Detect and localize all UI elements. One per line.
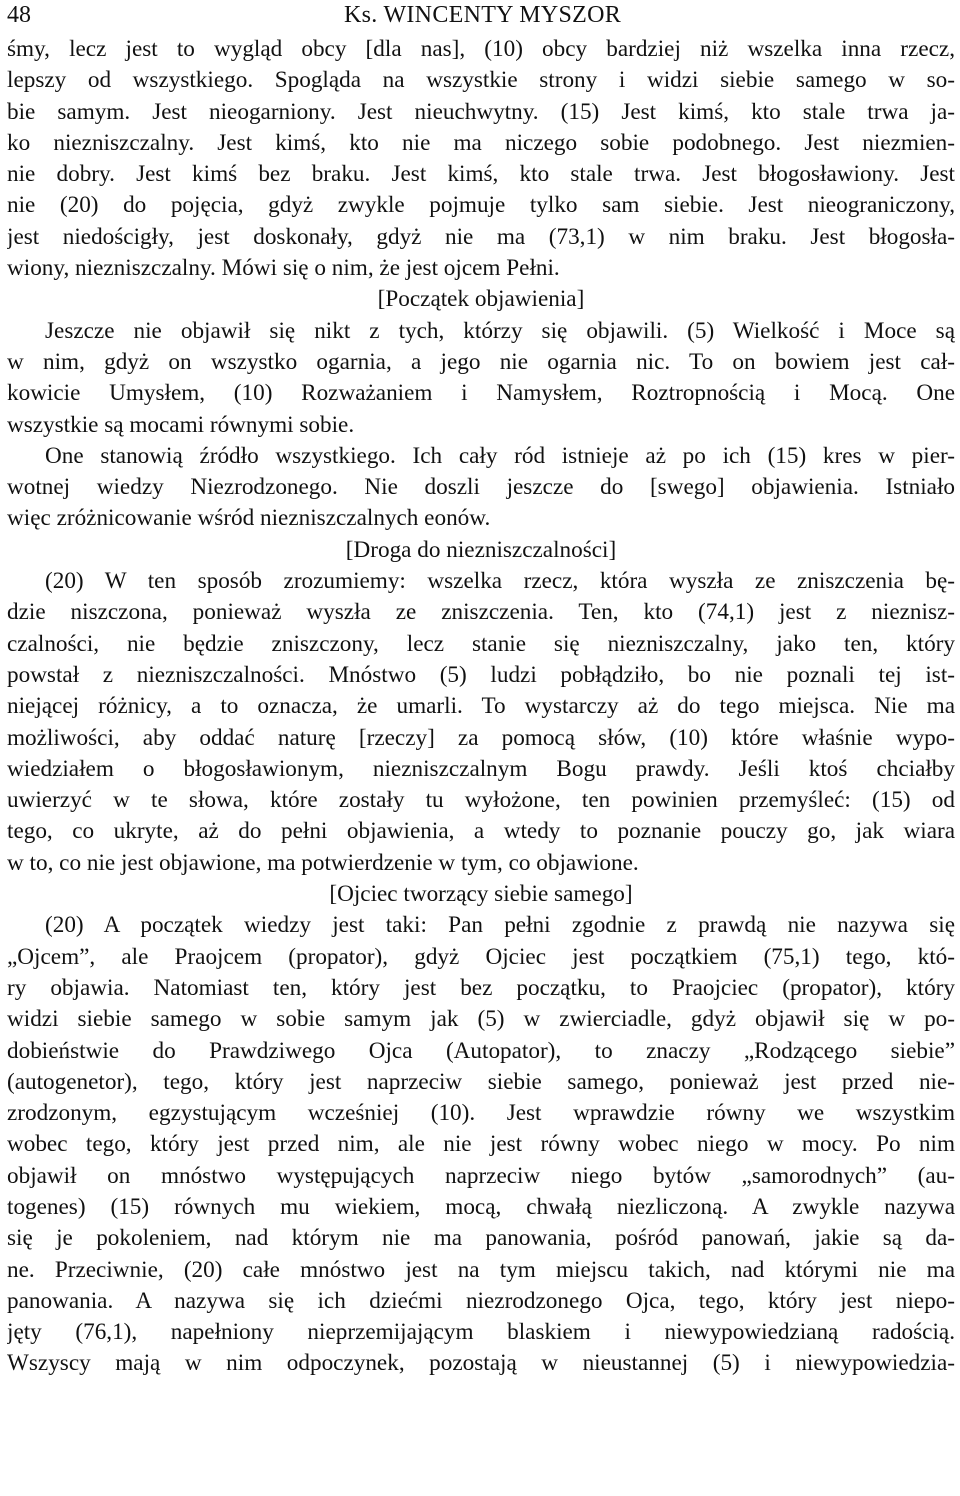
body-text <box>7 34 955 1380</box>
text-line: (20) W ten sposób zrozumiemy: wszelka rzecz, która wyszła ze zniszczenia bę- <box>45 568 955 595</box>
text-line: ne. Przeciwnie, (20) całe mnóstwo jest na tym miejscu takich, nad którymi nie ma <box>7 1256 955 1283</box>
text-line: jest niedościgły, jest doskonały, gdyż nie ma (73,1) w nim braku. Jest błogosła- <box>7 223 955 250</box>
text-line: objawił on mnóstwo występujących naprzeciw niego bytów „samorodnych” (au- <box>7 1162 955 1189</box>
text-line: ko niezniszczalny. Jest kimś, kto nie ma niczego sobie podobnego. Jest niezmien- <box>7 129 955 156</box>
text-line: w nim, gdyż on wszystko ogarnia, a jego nie ogarnia nic. To on bowiem jest cał- <box>7 348 955 375</box>
text-line: powstał z niezniszczalności. Mnóstwo (5) ludzi pobłądziło, bo nie poznali tej ist- <box>7 661 955 688</box>
section-heading: [Początek objawienia] <box>377 286 585 313</box>
text-line: wszystkie są mocami równymi sobie. <box>7 411 355 438</box>
text-line: uwierzyć w te słowa, które zostały tu wyłożone, ten powinien przemyśleć: (15) od <box>7 787 955 814</box>
text-line: wotnej wiedzy Niezrodzonego. Nie doszli jeszcze do [swego] objawienia. Istniało <box>7 474 955 501</box>
running-head: Ks. WINCENTY MYSZOR <box>344 2 622 28</box>
text-line: togenes) (15) równych mu wiekiem, mocą, chwałą niezliczoną. A zwykle nazywa <box>7 1193 955 1220</box>
text-line: One stanowią źródło wszystkiego. Ich cały ród istnieje aż po ich (15) kres w pier- <box>45 442 955 469</box>
text-line: śmy, lecz jest to wygląd obcy [dla nas], (10) obcy bardziej niż wszelka inna rzecz, <box>7 36 955 62</box>
text-line: Wszyscy mają w nim odpoczynek, pozostają w nieustannej (5) i niewypowiedzia- <box>7 1350 955 1377</box>
section-heading: [Droga do niezniszczalności] <box>345 536 617 563</box>
text-line: nie dobry. Jest kimś bez braku. Jest kimś, kto stale trwa. Jest błogosławiony. Jest <box>7 161 955 188</box>
text-line: czalności, nie będzie zniszczony, lecz stanie się niezniszczalny, jako ten, który <box>7 630 955 657</box>
text-line: tego, co ukryte, aż do pełni objawienia, a wtedy to poznanie pouczy go, jak wiara <box>7 818 955 845</box>
text-line: panowania. A nazywa się ich dziećmi niezrodzonego Ojca, tego, który jest niepo- <box>7 1287 955 1314</box>
text-line: kowicie Umysłem, (10) Rozważaniem i Namysłem, Roztropnością i Mocą. One <box>7 380 955 407</box>
book-page <box>7 0 955 1380</box>
text-line: zrodzonym, egzystującym wcześniej (10). Jest wprawdzie równy we wszystkim <box>7 1100 955 1127</box>
text-line: się je pokoleniem, nad którym nie ma panowania, pośród panowań, jakie są da- <box>7 1225 955 1252</box>
text-line: więc zróżnicowanie wśród niezniszczalnych eonów. <box>7 505 491 532</box>
text-line: bie samym. Jest nieogarniony. Jest nieuchwytny. (15) Jest kimś, kto stale trwa ja- <box>7 98 955 125</box>
text-line: niejącej różnicy, a to oznacza, że umarli. To wystarczy aż do tego miejsca. Nie ma <box>7 693 955 720</box>
text-line: wiony, niezniszczalny. Mówi się o nim, że jest ojcem Pełni. <box>7 255 560 282</box>
text-line: wobec tego, który jest przed nim, ale nie jest równy wobec niego w mocy. Po nim <box>7 1131 955 1158</box>
text-line: (20) A początek wiedzy jest taki: Pan pełni zgodnie z prawdą nie nazywa się <box>45 912 955 939</box>
section-heading: [Ojciec tworzący siebie samego] <box>329 881 633 908</box>
text-line: ry objawia. Natomiast ten, który jest bez początku, to Praojciec (propator), który <box>7 974 955 1001</box>
text-line: lepszy od wszystkiego. Spogląda na wszystkie strony i widzi siebie samego w so- <box>7 67 955 94</box>
text-line: widzi siebie samego w sobie samym jak (5) w zwierciadle, gdyż objawił się w po- <box>7 1006 955 1033</box>
text-line: dzie niszczona, ponieważ wyszła ze zniszczenia. Ten, kto (74,1) jest z nieznisz- <box>7 599 955 626</box>
text-line: Jeszcze nie objawił się nikt z tych, którzy się objawili. (5) Wielkość i Moce są <box>45 317 955 344</box>
text-line: możliwości, aby oddać naturę [rzeczy] za pomocą słów, (10) które właśnie wypo- <box>7 724 955 751</box>
text-line: jęty (76,1), napełniony nieprzemijającym blaskiem i niewypowiedzianą radością. <box>7 1319 955 1346</box>
text-line: wiedziałem o błogosławionym, niezniszczalnym Bogu prawdy. Jeśli ktoś chciałby <box>7 755 955 782</box>
text-line: w to, co nie jest objawione, ma potwierdzenie w tym, co objawione. <box>7 849 639 876</box>
text-line: (autogenetor), tego, który jest naprzeciw siebie samego, ponieważ jest przed nie- <box>7 1068 955 1095</box>
text-line: „Ojcem”, ale Praojcem (propator), gdyż Ojciec jest początkiem (75,1) tego, któ- <box>7 943 955 970</box>
text-line: dobieństwie do Prawdziwego Ojca (Autopator), to znaczy „Rodzącego siebie” <box>7 1037 955 1064</box>
page-number: 48 <box>7 2 31 28</box>
text-line: nie (20) do pojęcia, gdyż zwykle pojmuje tylko sam siebie. Jest nieograniczony, <box>7 192 955 219</box>
page-header <box>7 0 955 34</box>
